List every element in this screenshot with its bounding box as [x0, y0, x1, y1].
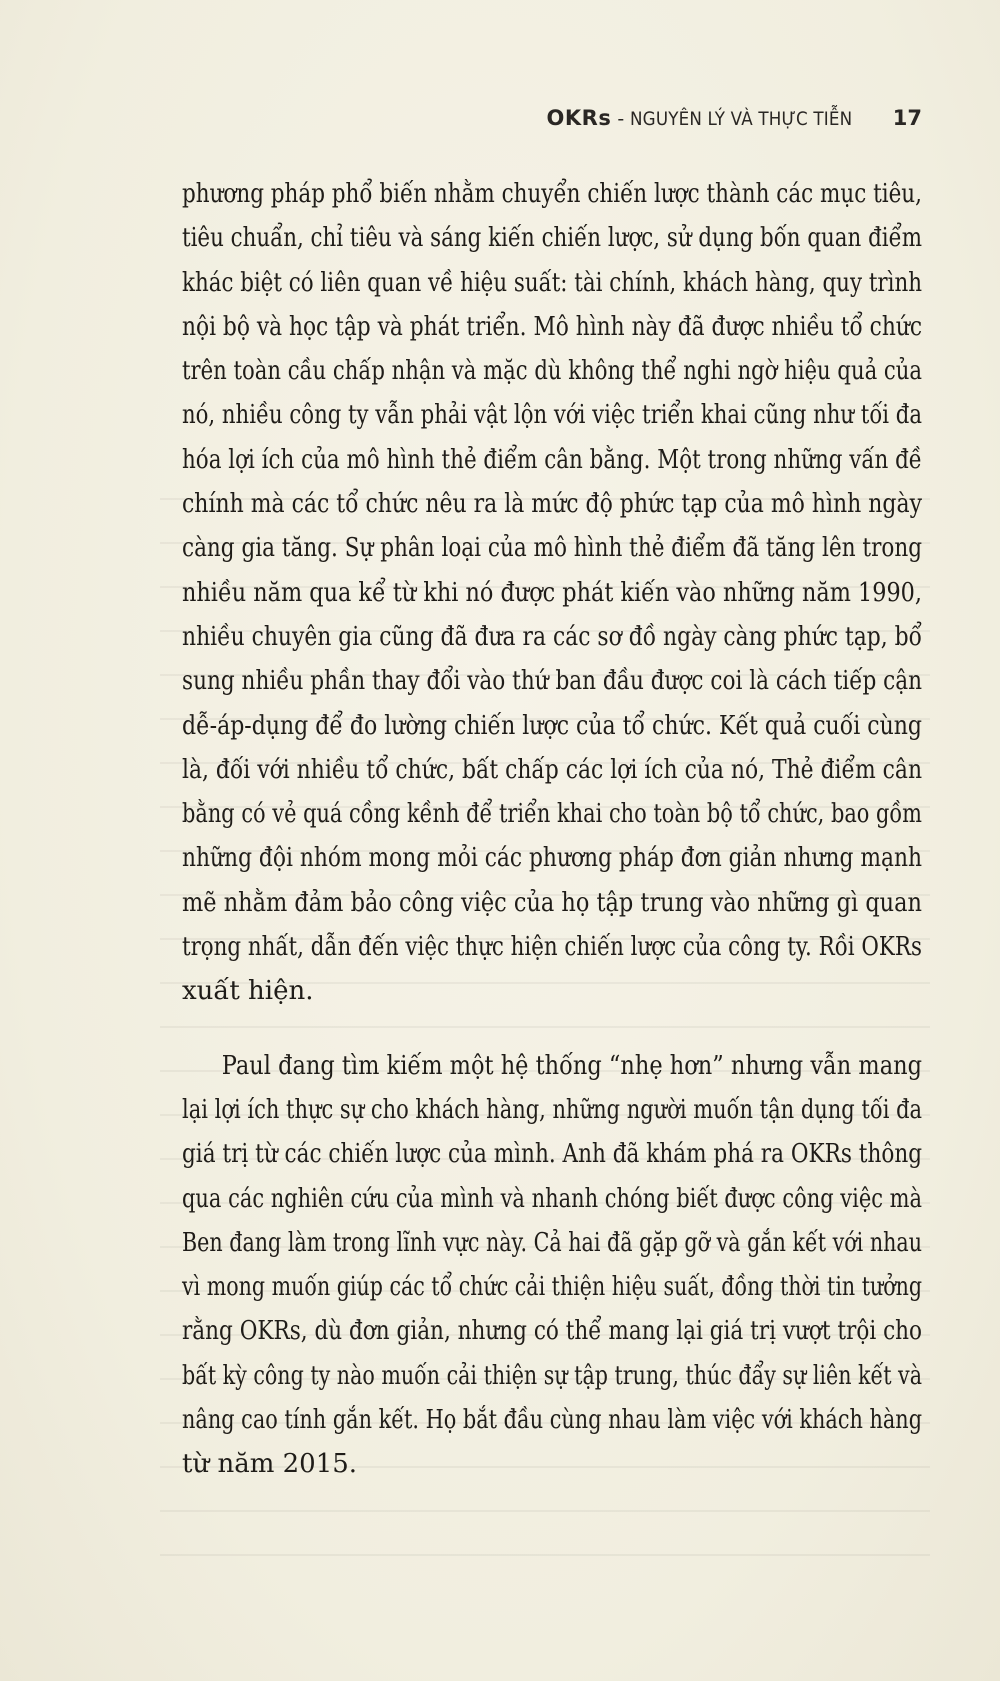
text-line: bất kỳ công ty nào muốn cải thiện sự tập trung, thúc đẩy sự liên kết và — [182, 1360, 922, 1391]
text-line: nhiều chuyên gia cũng đã đưa ra các sơ đồ ngày càng phức tạp, bổ — [182, 621, 923, 652]
text-line: nhiều năm qua kể từ khi nó được phát kiến vào những năm 1990, — [182, 577, 923, 608]
body-text — [182, 172, 922, 1487]
running-header — [547, 106, 922, 130]
text-line: vì mong muốn giúp các tổ chức cải thiện hiệu suất, đồng thời tin tưởng — [182, 1272, 923, 1303]
text-line: là, đối với nhiều tổ chức, bất chấp các lợi ích của nó, Thẻ điểm cân — [182, 754, 923, 785]
header-book-title: OKRs — [546, 106, 612, 130]
text-line-last: xuất hiện. — [182, 976, 314, 1007]
text-line: bằng có vẻ quá cồng kềnh để triển khai cho toàn bộ tổ chức, bao gồm — [182, 799, 923, 830]
paragraph-gap — [182, 1014, 922, 1044]
text-line-last: từ năm 2015. — [182, 1449, 358, 1480]
text-line: nâng cao tính gắn kết. Họ bắt đầu cùng nhau làm việc với khách hàng — [182, 1405, 923, 1436]
text-line: giá trị từ các chiến lược của mình. Anh đã khám phá ra OKRs thông — [182, 1139, 923, 1170]
text-line: rằng OKRs, dù đơn giản, nhưng có thể mang lại giá trị vượt trội cho — [182, 1316, 923, 1347]
text-line: phương pháp phổ biến nhằm chuyển chiến lược thành các mục tiêu, — [182, 179, 922, 209]
header-book-subtitle: NGUYÊN LÝ VÀ THỰC TIỄN — [630, 108, 853, 130]
text-line: mẽ nhằm đảm bảo công việc của họ tập trung vào những gì quan — [182, 887, 922, 918]
text-line: qua các nghiên cứu của mình và nhanh chóng biết được công việc mà — [182, 1183, 923, 1214]
text-line: càng gia tăng. Sự phân loại của mô hình thẻ điểm đã tăng lên trong — [182, 533, 923, 564]
paragraph-2 — [182, 1044, 922, 1487]
text-line: Ben đang làm trong lĩnh vực này. Cả hai đã gặp gỡ và gắn kết với nhau — [182, 1227, 923, 1258]
page-number: 17 — [892, 106, 922, 130]
text-line: lại lợi ích thực sự cho khách hàng, những người muốn tận dụng tối đa — [182, 1094, 923, 1125]
text-line: tiêu chuẩn, chỉ tiêu và sáng kiến chiến lược, sử dụng bốn quan điểm — [182, 223, 923, 254]
text-line: khác biệt có liên quan về hiệu suất: tài chính, khách hàng, quy trình — [182, 267, 922, 298]
text-line-first-indented: Paul đang tìm kiếm một hệ thống “nhẹ hơn” nhưng vẫn mang — [221, 1050, 923, 1081]
header-separator: - — [617, 108, 625, 130]
text-line: chính mà các tổ chức nêu ra là mức độ phức tạp của mô hình ngày — [182, 489, 922, 520]
text-line: trên toàn cầu chấp nhận và mặc dù không thể nghi ngờ hiệu quả của — [182, 356, 923, 387]
text-line: sung nhiều phần thay đổi vào thứ ban đầu được coi là cách tiếp cận — [182, 666, 923, 697]
text-line: nó, nhiều công ty vẫn phải vật lộn với việc triển khai cũng như tối đa — [182, 400, 923, 431]
text-line: dễ-áp-dụng để đo lường chiến lược của tổ chức. Kết quả cuối cùng — [182, 710, 923, 741]
text-line: trọng nhất, dẫn đến việc thực hiện chiến lược của công ty. Rồi OKRs — [182, 932, 922, 963]
text-line: những đội nhóm mong mỏi các phương pháp đơn giản nhưng mạnh — [182, 843, 923, 874]
text-line: nội bộ và học tập và phát triển. Mô hình này đã được nhiều tổ chức — [182, 311, 922, 342]
text-line: hóa lợi ích của mô hình thẻ điểm cân bằng. Một trong những vấn đề — [182, 444, 922, 475]
paragraph-1 — [182, 172, 922, 1014]
